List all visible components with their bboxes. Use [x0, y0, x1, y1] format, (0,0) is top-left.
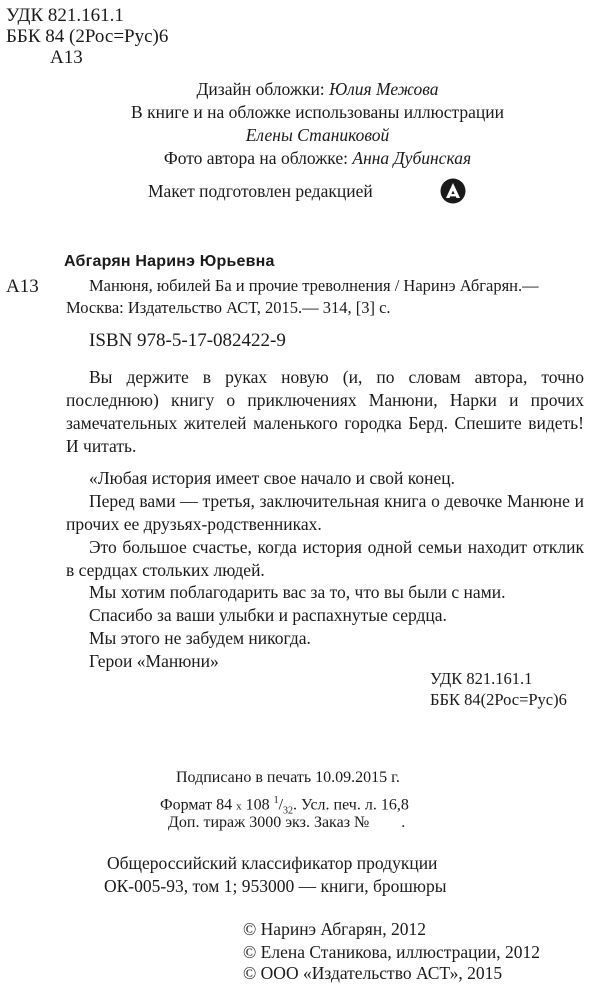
catalog-description-line1: Манюня, юбилей Ба и прочие треволнения / Наринэ Абгарян.— — [89, 276, 539, 295]
annotation: Вы держите в руках новую (и, по словам автора, точно последнюю) книгу о приключениях Манюни, Нарки и прочих замечательных жителей маленького городка Берд. Спешите видеть! И читать. — [66, 367, 584, 456]
quote-para3: Это большое счастье, когда история одной семьи находит отклик в сердцах стольких людей. — [66, 537, 584, 580]
illustrations-credit: В книге и на обложке использованы иллюстрации — [131, 102, 504, 122]
publisher-logo-icon — [440, 178, 466, 204]
classifier-line1: Общероссийский классификатор продукции — [107, 853, 438, 873]
catalog-author: Абгарян Наринэ Юрьевна — [64, 253, 275, 270]
format-prefix: Формат 84 — [160, 796, 233, 814]
udk-code: УДК 821.161.1 — [6, 5, 124, 26]
copyright-author: © Наринэ Абгарян, 2012 — [243, 919, 426, 939]
cover-design-label: Дизайн обложки: — [196, 79, 325, 99]
print-signed: Подписано в печать 10.09.2015 г. — [176, 769, 400, 786]
copyright-publisher: © ООО «Издательство АСТ», 2015 — [243, 963, 503, 983]
catalog-description-line2: Москва: Издательство АСТ, 2015.— 314, [3] с. — [66, 298, 391, 317]
quote-para2: Перед вами — третья, заключительная книга о девочке Манюне и прочих ее друзьях-родственниках. — [66, 491, 584, 534]
classifier-line2: ОК-005-93, том 1; 953000 — книги, брошюры — [104, 876, 447, 896]
author-mark: А13 — [50, 47, 83, 68]
quote-signature: Герои «Манюни» — [89, 651, 219, 671]
cover-design-credit — [22, 78, 591, 101]
photo-label: Фото автора на обложке: — [163, 148, 348, 168]
quote-line6: Мы этого не забудем никогда. — [89, 628, 311, 648]
format-numerator: 1 — [273, 795, 279, 806]
quote-line5: Спасибо за ваши улыбки и распахнутые сердца. — [89, 605, 447, 625]
layout-credit: Макет подготовлен редакцией — [148, 181, 373, 201]
quote-line1: «Любая история имеет свое начало и свой конец. — [89, 468, 456, 488]
format-times: x — [236, 800, 242, 813]
catalog-mark: А13 — [6, 276, 39, 297]
cover-design-name: Юлия Межова — [329, 79, 439, 99]
quote-line4: Мы хотим поблагодарить вас за то, что вы были с нами. — [89, 582, 506, 602]
photo-name: Анна Дубинская — [352, 148, 472, 168]
format-denominator: 32 — [283, 805, 294, 817]
footer-udk: УДК 821.161.1 — [430, 669, 533, 688]
print-run: Доп. тираж 3000 экз. Заказ № . — [168, 814, 406, 831]
bbk-code: ББК 84 (2Рос=Рус)6 — [6, 26, 169, 47]
copyright-illustrator: © Елена Станикова, иллюстрации, 2012 — [243, 942, 540, 962]
isbn: ISBN 978-5-17-082422-9 — [89, 330, 286, 351]
format-suffix: . Усл. печ. л. 16,8 — [293, 796, 409, 814]
illustrator-name: Елены Станиковой — [245, 125, 390, 145]
format-108: 108 — [245, 796, 270, 814]
print-format: Формат 84 x 108 $^1/_{32}$. Усл. печ. л. 16,8 — [160, 795, 409, 817]
photo-credit — [22, 147, 591, 170]
footer-bbk: ББК 84(2Рос=Рус)6 — [430, 690, 567, 709]
